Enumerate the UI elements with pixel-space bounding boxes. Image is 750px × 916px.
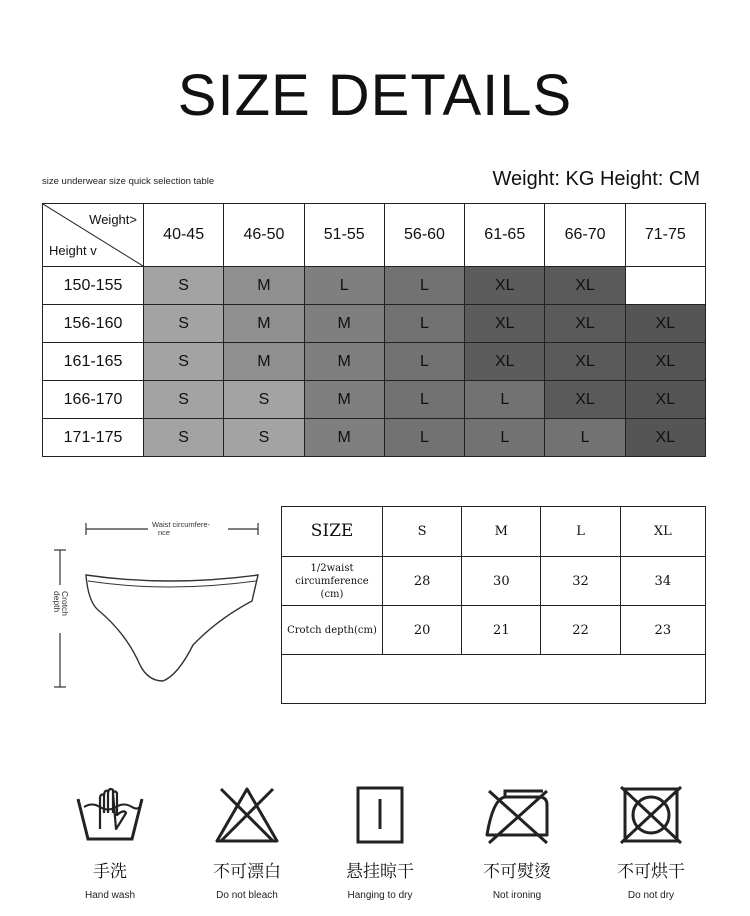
size-cell: XL xyxy=(465,343,545,381)
units-label: Weight: KG Height: CM xyxy=(492,168,700,190)
size-cell: XL xyxy=(625,305,705,343)
size-cell: S xyxy=(144,381,224,419)
care-item-hang-dry xyxy=(325,785,435,901)
size-col-header: M xyxy=(462,507,541,557)
measurement-cell: 20 xyxy=(383,606,462,655)
measurement-cell: 30 xyxy=(462,557,541,606)
size-cell: M xyxy=(304,381,384,419)
no-tumble-dry-icon xyxy=(615,785,687,845)
size-cell: M xyxy=(224,267,304,305)
empty-cell xyxy=(282,655,706,704)
label-line: 1/2waist xyxy=(310,562,354,574)
care-label-zh: 不可烘干 xyxy=(617,862,685,882)
hang-dry-icon xyxy=(344,785,416,845)
size-cell: S xyxy=(144,343,224,381)
care-item-no-iron xyxy=(462,785,572,901)
care-label-en: Do not bleach xyxy=(216,890,278,901)
waist-row-label xyxy=(282,557,383,606)
table-corner xyxy=(43,204,144,267)
size-cell: S xyxy=(144,267,224,305)
size-col-header: XL xyxy=(620,507,705,557)
size-cell: XL xyxy=(625,343,705,381)
size-cell: L xyxy=(384,305,464,343)
height-row-header: 156-160 xyxy=(43,305,144,343)
care-label-zh: 不可漂白 xyxy=(213,862,281,882)
size-cell: L xyxy=(384,381,464,419)
table-subtitle: size underwear size quick selection table xyxy=(42,176,215,187)
size-cell: S xyxy=(144,305,224,343)
size-cell: L xyxy=(465,381,545,419)
care-label-en: Hanging to dry xyxy=(347,890,413,901)
empty-row xyxy=(282,655,706,704)
measurement-cell: 32 xyxy=(541,557,620,606)
size-cell: M xyxy=(224,343,304,381)
weight-col-header: 66-70 xyxy=(545,204,625,267)
size-cell: XL xyxy=(465,305,545,343)
size-cell: XL xyxy=(625,419,705,457)
weight-col-header: 71-75 xyxy=(625,204,705,267)
size-cell: M xyxy=(224,305,304,343)
height-axis-label: Height v xyxy=(49,243,97,258)
table-row xyxy=(43,343,706,381)
care-item-no-bleach xyxy=(192,785,302,901)
waist-label: Waist circumfere- xyxy=(152,520,211,529)
no-iron-icon xyxy=(481,785,553,845)
size-col-header: S xyxy=(383,507,462,557)
table-row xyxy=(43,419,706,457)
height-row-header: 150-155 xyxy=(43,267,144,305)
weight-axis-label: Weight> xyxy=(89,212,137,227)
size-cell: L xyxy=(304,267,384,305)
crotch-label: Crotch xyxy=(60,591,70,617)
label-line: circumference xyxy=(295,575,369,587)
table-row xyxy=(43,305,706,343)
measurement-cell: 34 xyxy=(620,557,705,606)
care-label-en: Hand wash xyxy=(84,890,136,901)
size-cell: XL xyxy=(465,267,545,305)
size-cell: XL xyxy=(545,305,625,343)
size-cell: XL xyxy=(545,381,625,419)
underwear-diagram xyxy=(48,515,273,695)
size-cell: M xyxy=(304,305,384,343)
measurement-table xyxy=(281,506,706,704)
measurement-cell: 23 xyxy=(620,606,705,655)
size-cell: XL xyxy=(545,343,625,381)
weight-col-header: 56-60 xyxy=(384,204,464,267)
label-line: (cm) xyxy=(320,588,344,600)
crotch-row-label: Crotch depth(cm) xyxy=(282,606,383,655)
weight-header-row xyxy=(43,204,706,267)
care-item-hand-wash xyxy=(55,785,165,901)
size-cell: S xyxy=(144,419,224,457)
size-cell: XL xyxy=(625,381,705,419)
care-label-zh: 不可熨烫 xyxy=(483,862,551,882)
measurement-cell: 28 xyxy=(383,557,462,606)
size-cell: L xyxy=(384,343,464,381)
care-label-zh: 手洗 xyxy=(93,862,127,882)
weight-col-header: 46-50 xyxy=(224,204,304,267)
height-row-header: 171-175 xyxy=(43,419,144,457)
size-cell: M xyxy=(304,343,384,381)
weight-col-header: 40-45 xyxy=(144,204,224,267)
table-row xyxy=(282,557,706,606)
care-label-en: Do not dry xyxy=(627,890,675,901)
care-label-en: Not ironing xyxy=(492,890,542,901)
page-title: SIZE DETAILS xyxy=(177,63,573,128)
size-cell xyxy=(625,267,705,305)
hand-wash-icon xyxy=(74,785,146,845)
size-cell: S xyxy=(224,381,304,419)
care-item-no-tumble-dry xyxy=(596,785,706,901)
size-header-row xyxy=(282,507,706,557)
size-cell: L xyxy=(465,419,545,457)
height-row-header: 161-165 xyxy=(43,343,144,381)
size-col-header: L xyxy=(541,507,620,557)
height-row-header: 166-170 xyxy=(43,381,144,419)
size-cell: L xyxy=(384,419,464,457)
table-row xyxy=(282,606,706,655)
table-row xyxy=(43,267,706,305)
weight-col-header: 51-55 xyxy=(304,204,384,267)
size-cell: S xyxy=(224,419,304,457)
crotch-label-cont: depth xyxy=(52,591,62,613)
measurement-cell: 22 xyxy=(541,606,620,655)
care-label-zh: 悬挂晾干 xyxy=(346,862,414,882)
size-header: SIZE xyxy=(282,507,383,557)
measurement-cell: 21 xyxy=(462,606,541,655)
size-cell: M xyxy=(304,419,384,457)
size-selection-table xyxy=(42,203,706,457)
underwear-outline-icon xyxy=(48,515,273,695)
no-bleach-icon xyxy=(211,785,283,845)
size-cell: L xyxy=(545,419,625,457)
size-cell: L xyxy=(384,267,464,305)
table-row xyxy=(43,381,706,419)
weight-col-header: 61-65 xyxy=(465,204,545,267)
size-cell: XL xyxy=(545,267,625,305)
waist-label-cont: nce xyxy=(158,528,171,537)
